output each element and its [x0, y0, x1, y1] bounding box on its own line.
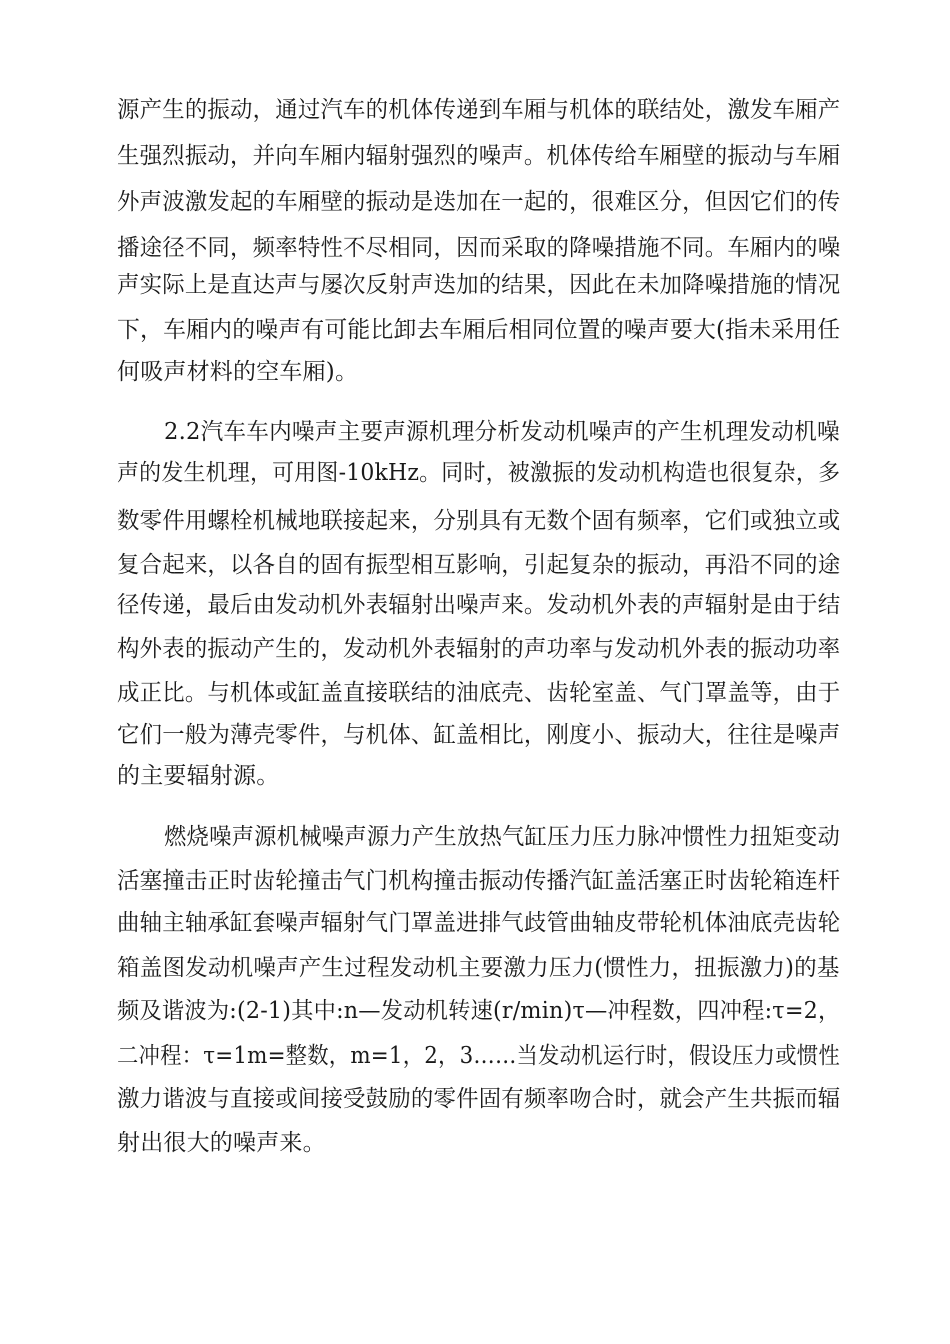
text-line: 声实际上是直达声与屡次反射声迭加的结果，因此在未加降噪措施的情况	[117, 272, 841, 298]
text-line: 它们一般为薄壳零件，与机体、缸盖相比，刚度小、振动大，往往是噪声	[117, 722, 841, 748]
text-line: 成正比。与机体或缸盖直接联结的油底壳、齿轮室盖、气门罩盖等，由于	[117, 680, 841, 706]
text-line: 箱盖图发动机噪声产生过程发动机主要激力压力(惯性力，扭振激力)的基	[117, 955, 840, 981]
text-line: 燃烧噪声源机械噪声源力产生放热气缸压力压力脉冲惯性力扭矩变动	[164, 824, 841, 850]
text-line: 何吸声材料的空车厢)。	[117, 359, 359, 385]
text-line: 二冲程：τ=1m=整数，m=1，2，3……当发动机运行时，假设压力或惯性	[117, 1043, 840, 1069]
text-line: 下，车厢内的噪声有可能比卸去车厢后相同位置的噪声要大(指未采用任	[117, 317, 841, 343]
text-line: 复合起来，以各自的固有振型相互影响，引起复杂的振动，再沿不同的途	[117, 552, 841, 578]
text-line: 激力谐波与直接或间接受鼓励的零件固有频率吻合时，就会产生共振而辐	[117, 1086, 841, 1112]
text-line: 声的发生机理，可用图-10kHz。同时，被激振的发动机构造也很复杂，多	[117, 460, 841, 486]
text-line: 频及谐波为:(2-1)其中:n—发动机转速(r/min)τ—冲程数，四冲程:τ=2，	[117, 998, 841, 1024]
text-line: 构外表的振动产生的，发动机外表辐射的声功率与发动机外表的振动功率	[117, 636, 841, 662]
text-line: 活塞撞击正时齿轮撞击气门机构撞击振动传播汽缸盖活塞正时齿轮箱连杆	[117, 868, 841, 894]
text-line: 射出很大的噪声来。	[117, 1130, 326, 1156]
text-line: 曲轴主轴承缸套噪声辐射气门罩盖进排气歧管曲轴皮带轮机体油底壳齿轮	[117, 910, 841, 936]
text-line: 数零件用螺栓机械地联接起来，分别具有无数个固有频率，它们或独立或	[117, 508, 841, 534]
text-line: 2.2汽车车内噪声主要声源机理分析发动机噪声的产生机理发动机噪	[164, 419, 840, 445]
text-line: 径传递，最后由发动机外表辐射出噪声来。发动机外表的声辐射是由于结	[117, 592, 841, 618]
text-line: 生强烈振动，并向车厢内辐射强烈的噪声。机体传给车厢壁的振动与车厢	[117, 143, 841, 169]
text-line: 源产生的振动，通过汽车的机体传递到车厢与机体的联结处，激发车厢产	[117, 97, 841, 123]
text-line: 外声波激发起的车厢壁的振动是迭加在一起的，很难区分，但因它们的传	[117, 189, 841, 215]
text-line: 播途径不同，频率特性不尽相同，因而采取的降噪措施不同。车厢内的噪	[117, 235, 841, 261]
text-line: 的主要辐射源。	[117, 763, 280, 789]
